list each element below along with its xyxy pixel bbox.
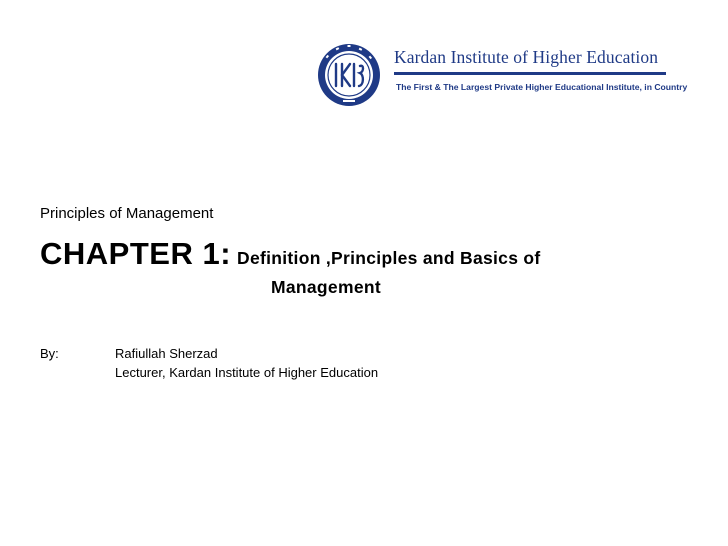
institute-logo — [316, 42, 688, 106]
chapter-title-line1: Definition ,Principles and Basics of — [237, 248, 541, 268]
by-label: By: — [40, 346, 59, 361]
author-role: Lecturer, Kardan Institute of Higher Education — [115, 365, 379, 380]
author-name: Rafiullah Sherzad — [115, 346, 218, 361]
chapter-heading — [40, 236, 541, 272]
subject-title: Principles of Management — [40, 205, 214, 222]
institute-name-underline — [394, 72, 666, 75]
institute-tagline: The First & The Largest Private Higher Educational Institute, in Country — [396, 82, 688, 92]
chapter-title-line2: Management — [271, 277, 381, 297]
institute-name: Kardan Institute of Higher Education — [394, 47, 659, 67]
institute-seal-icon — [316, 42, 382, 108]
chapter-label: CHAPTER 1: — [40, 236, 232, 271]
